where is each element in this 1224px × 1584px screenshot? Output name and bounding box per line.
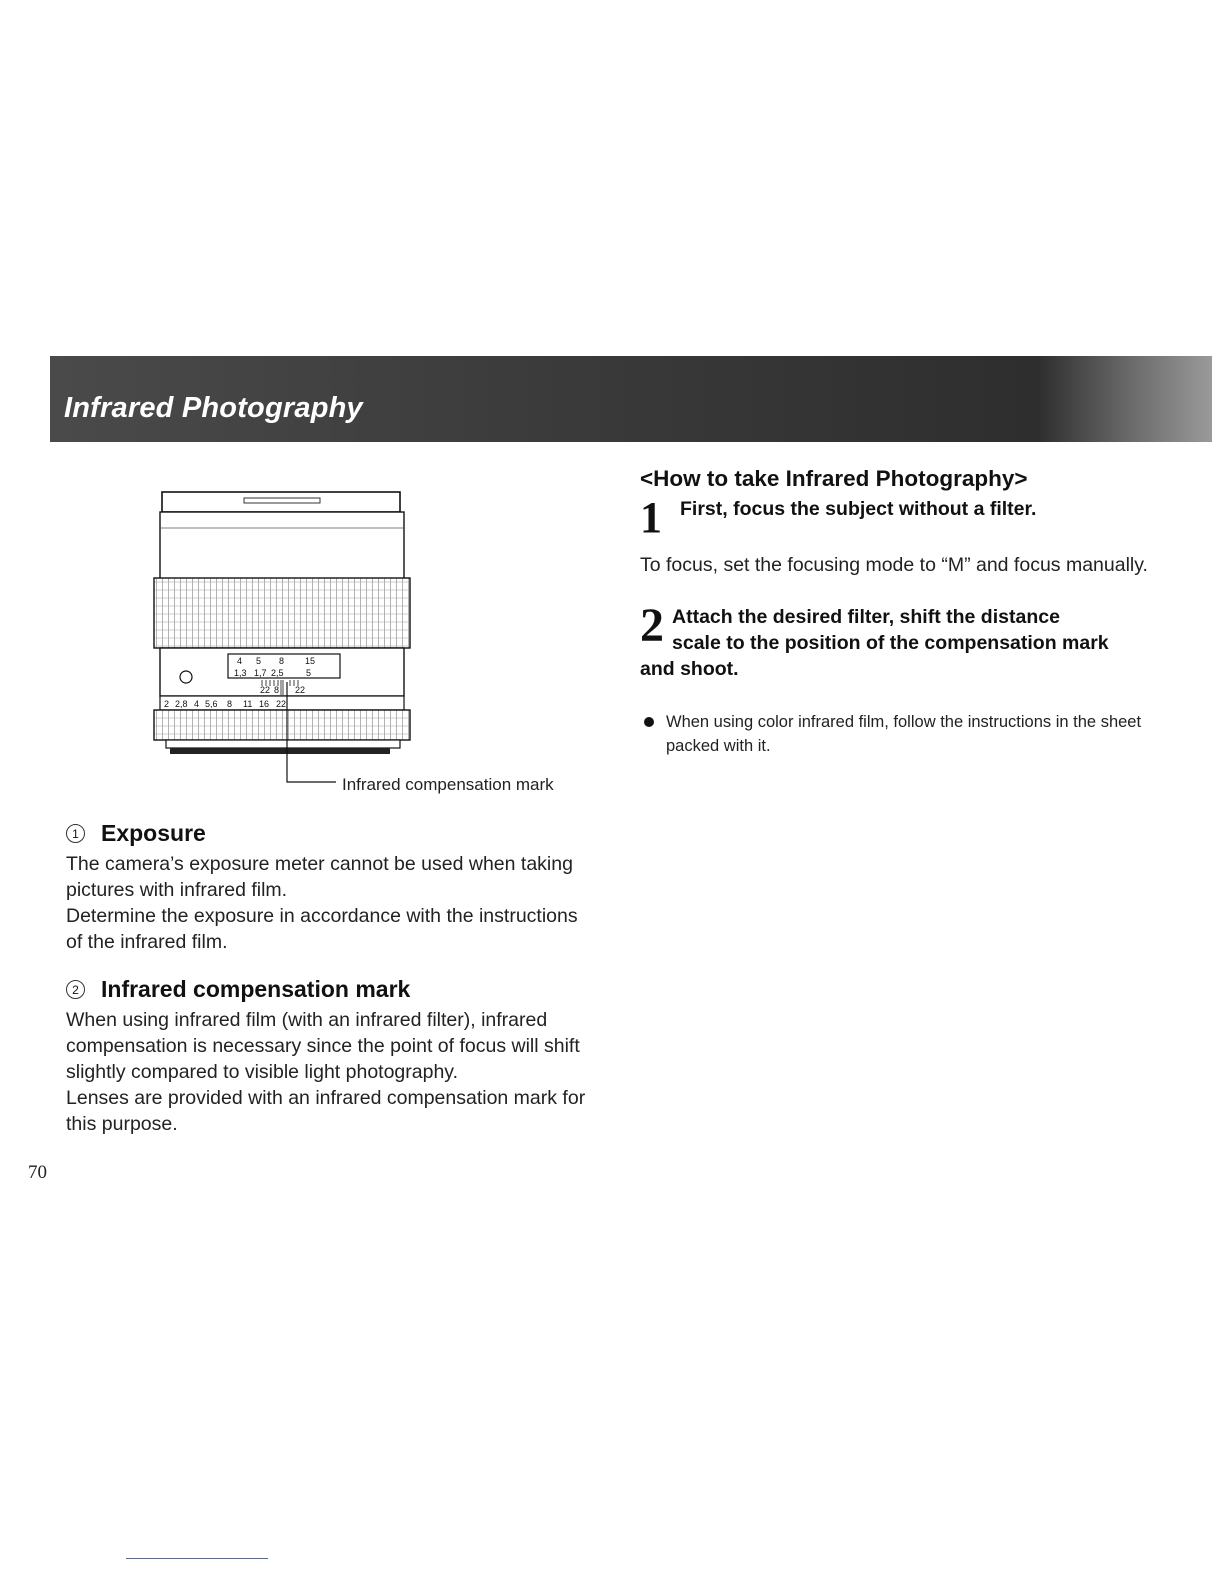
aperture-mark: 5,6 xyxy=(205,699,218,709)
howto-section xyxy=(640,466,1180,758)
step-heading-line: and shoot. xyxy=(640,658,739,680)
lens-front-ring xyxy=(162,492,400,512)
aperture-mark: 22 xyxy=(276,699,287,709)
note-item xyxy=(640,710,1150,758)
aperture-mark: 16 xyxy=(259,699,270,709)
howto-title: <How to take Infrared Photography> xyxy=(640,466,1028,491)
focus-ring-grip xyxy=(154,578,410,648)
circled-number: 2 xyxy=(66,980,85,999)
bullet-icon xyxy=(644,717,654,727)
compensation-heading xyxy=(66,976,596,1003)
exposure-paragraph: Determine the exposure in accordance with the instructions of the infrared film. xyxy=(66,905,578,953)
compensation-paragraph: Lenses are provided with an infrared compensation mark for this purpose. xyxy=(66,1087,586,1135)
note-text: When using color infrared film, follow the instructions in the sheet packed with it. xyxy=(666,713,1142,755)
exposure-heading xyxy=(66,820,596,847)
dof-mark: 8 xyxy=(274,685,280,695)
infrared-compensation-callout: Infrared compensation mark xyxy=(342,775,554,794)
lens-illustration xyxy=(150,490,590,800)
distance-mark: 1,3 xyxy=(234,668,247,678)
distance-mark: 5 xyxy=(256,656,262,666)
distance-mark: 5 xyxy=(306,668,312,678)
aperture-mark: 2,8 xyxy=(175,699,188,709)
step-1-body: To focus, set the focusing mode to “M” and focus manually. xyxy=(640,554,1148,576)
page-number: 70 xyxy=(28,1162,47,1183)
distance-mark: 2,5 xyxy=(271,668,284,678)
distance-mark: 1,7 xyxy=(254,668,267,678)
step-1 xyxy=(640,493,1180,542)
step-number: 2 xyxy=(640,599,664,652)
aperture-mark: 4 xyxy=(194,699,200,709)
step-2 xyxy=(640,599,1180,682)
step-heading-line: scale to the position of the compensation mark xyxy=(672,632,1109,654)
aperture-mark: 8 xyxy=(227,699,233,709)
footer-rule xyxy=(126,1558,268,1559)
lens-drawing xyxy=(150,490,590,800)
compensation-title: Infrared compensation mark xyxy=(101,976,411,1002)
exposure-title: Exposure xyxy=(101,820,206,846)
circled-number: 1 xyxy=(66,824,85,843)
title-banner xyxy=(50,356,1212,442)
step-heading: First, focus the subject without a filter. xyxy=(680,498,1037,520)
page-title: Infrared Photography xyxy=(64,392,363,424)
exposure-paragraph: The camera’s exposure meter cannot be used when taking pictures with infrared film. xyxy=(66,853,573,901)
distance-mark: 15 xyxy=(305,656,316,666)
step-number: 1 xyxy=(640,493,662,542)
distance-mark: 4 xyxy=(237,656,243,666)
dof-mark: 22 xyxy=(295,685,306,695)
aperture-grip xyxy=(154,710,410,740)
distance-mark: 8 xyxy=(279,656,285,666)
compensation-paragraph: When using infrared film (with an infrared filter), infrared compensation is necessary since the point of focus will shift slightly compared to visible light photography. xyxy=(66,1009,580,1083)
lens-barrel xyxy=(160,512,404,580)
step-heading-line: Attach the desired filter, shift the distance xyxy=(672,606,1060,628)
lens-mount-base xyxy=(170,748,390,754)
aperture-mark: 2 xyxy=(164,699,170,709)
lens-mount xyxy=(166,740,400,748)
exposure-section xyxy=(66,820,596,955)
aperture-mark: 11 xyxy=(243,699,253,709)
dof-mark: 22 xyxy=(260,685,271,695)
compensation-section xyxy=(66,976,596,1137)
